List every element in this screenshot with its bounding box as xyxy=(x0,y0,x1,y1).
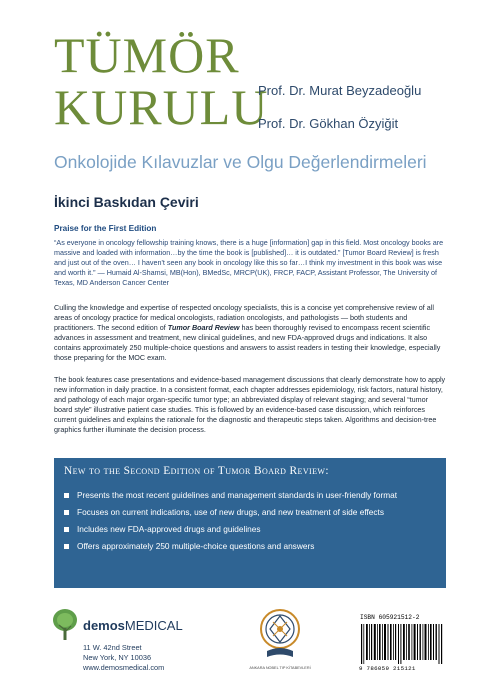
publisher-address-1: 11 W. 42nd Street xyxy=(83,643,142,652)
book-title-emphasis: Tumor Board Review xyxy=(167,322,240,332)
new-edition-heading: New to the Second Edition of Tumor Board Review: xyxy=(64,465,329,477)
square-bullet-icon xyxy=(64,493,69,498)
author-2: Prof. Dr. Gökhan Özyiğit xyxy=(258,116,399,131)
list-item-text: Presents the most recent guidelines and management standards in user-friendly format xyxy=(77,490,398,500)
subtitle: Onkolojide Kılavuzlar ve Olgu Değerlendirmeleri xyxy=(54,152,427,172)
title-line-2: KURULU xyxy=(54,79,269,135)
praise-heading: Praise for the First Edition xyxy=(54,224,157,233)
tree-logo-icon xyxy=(52,608,78,642)
list-item-text: Offers approximately 250 multiple-choice questions and answers xyxy=(77,541,315,551)
list-item xyxy=(64,487,397,504)
barcode-number: 9 786059 215121 xyxy=(359,665,416,672)
imprint-name: ANKARA NOBEL TIP KİTABEVLERİ xyxy=(249,666,311,670)
publisher-address-2: New York, NY 10036 xyxy=(83,653,152,662)
author-1: Prof. Dr. Murat Beyzadeoğlu xyxy=(258,83,422,98)
isbn-label: ISBN 605921512-2 xyxy=(360,614,420,621)
edition-note: İkinci Baskıdan Çeviri xyxy=(54,194,199,210)
praise-quote: “As everyone in oncology fellowship training knows, there is a huge [information] gap in this field. Most oncology books are massive and loaded with information…by the time the book is [published]… it is outdated.” [Tumor Board Review] is fresh and just out of the oven… I haven't seen any book in oncology like this so far…I think my investment in this book was wise and worth it.” — Humaid Al-Shamsi, MB(Hon), BMedSc, MRCP(UK), FRCP, FACP, Assistant Professor, The University of Texas, MD Anderson Cancer Center xyxy=(54,238,444,287)
list-item-text: Includes new FDA-approved drugs and guidelines xyxy=(77,524,261,534)
nobel-seal-icon xyxy=(255,607,305,663)
new-edition-list xyxy=(64,487,397,555)
list-item-text: Focuses on current indications, use of new drugs, and new treatment of side effects xyxy=(77,507,385,517)
square-bullet-icon xyxy=(64,510,69,515)
barcode-block xyxy=(357,614,447,676)
barcode-icon xyxy=(361,624,443,664)
description-text-1b: has been thoroughly revised to encompass recent scientific advances in assessment and treatment, new clinical guidelines, and new FDA-approved drugs and indications. It also contains approximately 250 multiple-choice questions and answers to assist readers in testing their knowledge, especially those preparing for the MOC exam. xyxy=(54,322,441,362)
title-line-1: TÜMÖR xyxy=(54,27,240,83)
description-text-1a: Culling the knowledge and expertise of respected oncology specialists, this is a concise yet comprehensive review of all areas of oncology practice for medical oncologists, radiation oncologists, and pathologists — both students and practitioners. The second edition of xyxy=(54,303,434,332)
square-bullet-icon xyxy=(64,544,69,549)
publisher-name xyxy=(83,618,183,633)
list-item xyxy=(64,504,397,521)
list-item xyxy=(64,538,397,555)
new-edition-box xyxy=(54,458,446,588)
publisher-name-bold: demos xyxy=(83,618,125,633)
square-bullet-icon xyxy=(64,527,69,532)
publisher-website: www.demosmedical.com xyxy=(83,663,165,672)
publisher-name-rest: MEDICAL xyxy=(124,618,183,633)
description-paragraph-2: The book features case presentations and evidence-based management discussions that clearly demonstrate how to apply new information in daily practice. In a consistent format, each chapter addresses epidemiology, risk factors, natural history, and pathology of each major organ-specific tumor type; an abbreviated display of relevant staging; and several “tumor board style” illustrative patient case studies. This is followed by an evidence-based case discussion, which reinforces current guidelines and explains the rationale for the diagnostic and therapeutic steps taken. Algorithms and decision-tree graphics further illuminate the decision process. xyxy=(54,375,446,434)
description-paragraph-1 xyxy=(54,303,446,363)
list-item xyxy=(64,521,397,538)
